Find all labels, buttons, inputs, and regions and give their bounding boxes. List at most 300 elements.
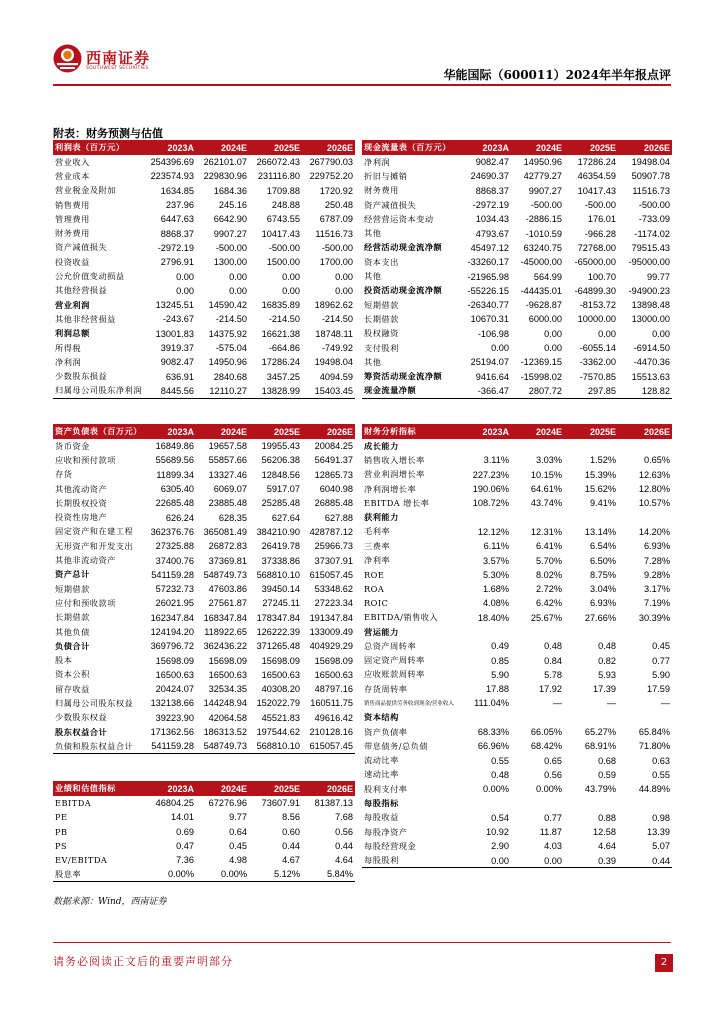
row-value: -4470.36 xyxy=(633,357,670,368)
row-value: 3.04% xyxy=(589,584,616,595)
table-row xyxy=(53,212,355,226)
row-label: 每股经营现金 xyxy=(364,840,417,851)
row-value: 9082.47 xyxy=(475,157,509,168)
row-value: 9416.64 xyxy=(475,371,509,382)
table-title: 现金流量表（百万元） xyxy=(362,140,458,155)
table-row xyxy=(362,468,672,482)
row-label: 净利润增长率 xyxy=(364,483,417,494)
row-value: 15.62% xyxy=(584,484,616,495)
row-value: 15698.09 xyxy=(155,655,194,666)
row-label: 销售费用 xyxy=(55,199,90,210)
table-row xyxy=(53,241,355,255)
row-value: 13828.99 xyxy=(249,384,302,398)
year-header: 2025E xyxy=(249,424,302,439)
section-title: 成长能力 xyxy=(364,440,399,451)
row-label: 负债和股东权益合计 xyxy=(53,739,143,753)
row-label: PB xyxy=(55,826,68,837)
disclaimer-text: 请务必阅读正文后的重要声明部分 xyxy=(53,955,233,968)
row-value: 8868.37 xyxy=(475,185,509,196)
row-label: 所得税 xyxy=(55,342,82,353)
row-value: 229752.20 xyxy=(309,171,353,182)
table-row xyxy=(362,854,672,868)
financial-ratios-table xyxy=(362,424,672,868)
table-row xyxy=(362,453,672,467)
row-label: 股息率 xyxy=(53,867,143,881)
row-value: 7.68 xyxy=(335,812,353,823)
table-row xyxy=(362,639,672,653)
table-row xyxy=(362,611,672,625)
row-value: 15698.09 xyxy=(261,655,300,666)
table-row xyxy=(362,327,672,341)
logo-mark-icon xyxy=(53,44,82,73)
row-value: 25.67% xyxy=(530,612,562,623)
row-label: 应收和预付款项 xyxy=(55,454,116,465)
table-row xyxy=(53,439,355,453)
row-label: 其他流动资产 xyxy=(55,483,108,494)
row-value: 27.66% xyxy=(584,612,616,623)
row-value: 19657.58 xyxy=(208,441,247,452)
row-value: 297.85 xyxy=(564,384,618,398)
appendix-title: 附表：财务预测与估值 xyxy=(53,127,163,140)
row-value: -214.50 xyxy=(321,314,353,325)
income-statement-table xyxy=(53,140,355,399)
table-row xyxy=(362,568,672,582)
row-value: 19955.43 xyxy=(261,441,300,452)
row-value: -2972.19 xyxy=(472,200,509,211)
table-row xyxy=(362,839,672,853)
row-value: 50907.78 xyxy=(631,171,670,182)
row-value: 5.90 xyxy=(491,669,509,680)
row-value: 160511.75 xyxy=(310,698,353,709)
row-value: 0.00 xyxy=(282,285,300,296)
row-value: 45521.83 xyxy=(261,712,300,723)
row-value: 6.93% xyxy=(589,598,616,609)
row-value: 55689.56 xyxy=(155,455,194,466)
row-value: 0.55 xyxy=(652,769,670,780)
table-row xyxy=(53,582,355,596)
row-value: 10417.43 xyxy=(577,185,616,196)
row-value: 0.55 xyxy=(491,755,509,766)
row-value: 190.06% xyxy=(472,484,509,495)
row-value: 362376.76 xyxy=(150,526,194,537)
row-value: -733.09 xyxy=(638,214,670,225)
row-value: 384210.90 xyxy=(256,526,300,537)
row-value: 4793.67 xyxy=(475,228,509,239)
table-row xyxy=(53,184,355,198)
row-value: 5.84% xyxy=(302,867,355,881)
table-row xyxy=(53,298,355,312)
row-value: 428787.12 xyxy=(309,526,353,537)
table-row xyxy=(53,468,355,482)
row-value: 11516.73 xyxy=(632,185,670,196)
row-value: 0.69 xyxy=(176,826,194,837)
section-row xyxy=(362,510,672,524)
row-label: EBITDA/销售收入 xyxy=(364,612,439,623)
table-row xyxy=(362,312,672,326)
row-label: 长期借款 xyxy=(364,313,399,324)
row-value: 245.16 xyxy=(218,200,247,211)
row-value: 17.59 xyxy=(647,684,670,695)
row-value: 11899.34 xyxy=(156,469,194,480)
row-label: 投资性房地产 xyxy=(55,512,108,523)
row-value: 12848.56 xyxy=(261,469,300,480)
row-label: 归属母公司股东权益 xyxy=(55,697,134,708)
row-value: -575.04 xyxy=(215,343,247,353)
row-label: 短期借款 xyxy=(55,583,90,594)
row-value: 568810.10 xyxy=(256,569,300,580)
row-value: 9907.27 xyxy=(528,185,562,196)
row-label: 其他 xyxy=(364,228,382,239)
row-value: 0.63 xyxy=(652,755,670,766)
row-label: 股利支付率 xyxy=(364,783,408,794)
table-row xyxy=(362,369,672,383)
row-value: 1034.43 xyxy=(475,214,509,225)
row-value: 168347.84 xyxy=(203,612,247,623)
row-value: 20424.07 xyxy=(155,684,194,695)
row-value: 250.48 xyxy=(324,200,353,211)
row-value: 4.03 xyxy=(544,841,562,852)
row-value: 365081.49 xyxy=(203,526,247,537)
table-row xyxy=(362,682,672,696)
year-header: 2024E xyxy=(196,781,249,796)
year-header: 2026E xyxy=(618,424,672,439)
row-value: 2807.72 xyxy=(511,384,564,398)
row-value: 16500.63 xyxy=(314,669,353,680)
row-label: 其他负债 xyxy=(55,626,90,637)
row-label: 无形资产和开发支出 xyxy=(55,540,134,551)
row-value: 210128.16 xyxy=(309,727,353,738)
year-header: 2024E xyxy=(511,140,564,155)
row-value: 6447.63 xyxy=(160,214,194,225)
row-value: 13327.46 xyxy=(208,469,247,480)
section-title: 营运能力 xyxy=(364,626,399,637)
row-value: 79515.43 xyxy=(631,242,670,253)
row-label: 长期股权投资 xyxy=(55,497,108,508)
table-row xyxy=(53,668,355,682)
row-value: 1.68% xyxy=(482,584,509,595)
row-value: 4094.59 xyxy=(319,371,353,382)
row-label: 营业成本 xyxy=(55,170,90,181)
row-value: -1010.59 xyxy=(525,228,562,239)
row-value: 43.74% xyxy=(530,498,562,509)
row-value: 68.91% xyxy=(584,741,616,752)
table-title: 资产负债表（百万元） xyxy=(53,424,143,439)
year-header: 2026E xyxy=(618,140,672,155)
row-value: -749.92 xyxy=(321,343,353,353)
row-value: 10000.00 xyxy=(577,314,616,325)
row-value: 0.48 xyxy=(598,641,616,652)
row-label: 财务费用 xyxy=(364,185,399,196)
row-value: -21965.98 xyxy=(467,271,509,282)
table-row xyxy=(53,810,355,824)
row-value: 0.00 xyxy=(335,271,353,282)
table-row xyxy=(362,212,672,226)
row-value: 152022.79 xyxy=(256,698,300,709)
row-value: 16500.63 xyxy=(208,669,247,680)
row-value: 0.60 xyxy=(282,826,300,837)
row-value: 108.72% xyxy=(472,498,509,509)
row-value: -6914.50 xyxy=(633,343,670,353)
row-value: 126222.39 xyxy=(256,627,300,637)
row-value: -3362.00 xyxy=(579,357,616,368)
row-value: 2.72% xyxy=(535,584,562,595)
row-value: 4.67 xyxy=(282,855,300,866)
row-value: 37338.86 xyxy=(261,555,300,566)
row-value: -33260.17 xyxy=(467,257,509,268)
row-value: -44435.01 xyxy=(520,285,562,296)
row-label: EV/EBITDA xyxy=(55,855,108,866)
row-value: 8.02% xyxy=(535,569,562,580)
row-value: 53348.62 xyxy=(314,584,353,595)
row-value: 267790.03 xyxy=(309,157,353,168)
row-value: 17286.24 xyxy=(261,357,300,368)
row-value: 0.00 xyxy=(458,854,511,868)
year-header: 2025E xyxy=(564,140,618,155)
table-row xyxy=(362,169,672,183)
valuation-table xyxy=(53,781,355,882)
row-value: 0.00 xyxy=(176,271,194,282)
row-value: 548749.73 xyxy=(196,739,249,753)
table-row xyxy=(362,355,672,369)
row-label: 筹资活动现金流净额 xyxy=(364,371,443,382)
row-value: 43.79% xyxy=(584,784,616,795)
row-value: 178347.84 xyxy=(256,612,300,623)
table-row xyxy=(53,796,355,810)
row-value: 1.52% xyxy=(589,455,616,466)
row-value: 615057.45 xyxy=(309,569,353,580)
row-value: 73607.91 xyxy=(261,798,300,809)
table-title: 财务分析指标 xyxy=(362,424,458,439)
row-value: 231116.80 xyxy=(257,171,300,182)
row-value: 10.15% xyxy=(530,469,562,480)
row-value: 49616.42 xyxy=(314,712,353,723)
table-row xyxy=(362,298,672,312)
row-value: -214.50 xyxy=(215,314,247,325)
row-value: 0.45 xyxy=(229,841,247,852)
row-value: 5.70% xyxy=(535,555,562,566)
row-value: 0.49 xyxy=(491,641,509,652)
table-row xyxy=(362,525,672,539)
table-row xyxy=(53,269,355,283)
table-row xyxy=(53,355,355,369)
row-value: 26872.83 xyxy=(208,541,247,552)
table-row xyxy=(53,553,355,567)
row-label: 固定资产周转率 xyxy=(364,655,425,666)
year-header: 2024E xyxy=(196,140,249,155)
row-value: 6.50% xyxy=(589,555,616,566)
row-value: 56206.38 xyxy=(261,455,300,466)
table-row xyxy=(53,453,355,467)
row-value: 100.70 xyxy=(587,271,616,282)
row-value: -500.00 xyxy=(215,242,247,253)
row-value: 25966.73 xyxy=(314,541,353,552)
row-value: 0.44 xyxy=(282,841,300,852)
row-label: 净利润 xyxy=(55,356,82,367)
row-label: 净利率 xyxy=(364,555,391,566)
year-header: 2023A xyxy=(458,140,511,155)
row-value: 14950.96 xyxy=(208,357,247,368)
row-value: 0.84 xyxy=(544,655,562,666)
row-value: 636.91 xyxy=(165,371,194,382)
row-value: 237.96 xyxy=(165,200,194,211)
row-value: -2972.19 xyxy=(157,242,194,253)
table-row xyxy=(53,853,355,867)
row-label: 营业收入 xyxy=(55,156,90,167)
table-row xyxy=(53,198,355,212)
row-value: -2886.15 xyxy=(525,214,562,225)
row-label: 其他 xyxy=(364,271,382,282)
row-value: 0.00 xyxy=(544,343,562,353)
row-value: 371265.48 xyxy=(256,641,300,652)
row-value: -8153.72 xyxy=(579,300,616,311)
row-label: ROA xyxy=(364,584,385,595)
row-label: 净利润 xyxy=(364,156,391,167)
row-value: 10.92 xyxy=(486,827,509,838)
row-label: 少数股东权益 xyxy=(55,712,108,723)
row-value: 0.56 xyxy=(335,826,353,837)
row-value: 0.00 xyxy=(229,271,247,282)
table-row xyxy=(362,811,672,825)
row-value: 0.00 xyxy=(511,854,564,868)
table-row xyxy=(53,226,355,240)
data-source-note: 数据来源：Wind，西南证券 xyxy=(53,897,167,907)
row-value: 12.31% xyxy=(530,526,562,537)
row-value: 55857.66 xyxy=(208,455,247,466)
table-row xyxy=(362,553,672,567)
row-value: 71.80% xyxy=(638,741,670,752)
row-value: 262101.07 xyxy=(203,157,247,168)
table-title: 业绩和估值指标 xyxy=(53,781,143,796)
row-label: 其他非经营损益 xyxy=(55,313,116,324)
row-value: 17.88 xyxy=(486,684,509,695)
row-value: 8445.56 xyxy=(143,384,196,398)
row-value: 0.54 xyxy=(491,812,509,823)
row-value: 24690.37 xyxy=(470,171,509,182)
table-row xyxy=(53,596,355,610)
row-value: -45000.00 xyxy=(520,257,562,268)
row-value: 0.88 xyxy=(598,812,616,823)
row-value: 1700.00 xyxy=(319,257,353,268)
row-value: 626.24 xyxy=(165,512,194,523)
row-value: 118922.65 xyxy=(204,627,247,637)
row-label: 公允价值变动损益 xyxy=(55,271,125,282)
row-label: 流动比率 xyxy=(364,755,399,766)
row-value: 0.85 xyxy=(491,655,509,666)
row-value: 18.40% xyxy=(477,612,509,623)
row-value: 362436.22 xyxy=(203,641,247,652)
row-value: 81387.13 xyxy=(314,798,353,809)
row-value: 4.98 xyxy=(229,855,247,866)
row-value: 0.77 xyxy=(652,655,670,666)
row-value: 46804.25 xyxy=(155,798,194,809)
row-value: -55226.15 xyxy=(467,285,509,296)
row-value: 10417.43 xyxy=(261,228,300,239)
row-value: 0.00 xyxy=(544,328,562,339)
row-label: 营业利润 xyxy=(55,299,90,310)
table-row xyxy=(53,867,355,881)
row-value: 128.82 xyxy=(618,384,672,398)
row-value: 5.12% xyxy=(249,867,302,881)
row-value: 11.87 xyxy=(539,827,562,838)
row-value: 0.77 xyxy=(544,812,562,823)
row-value: 6040.98 xyxy=(319,484,353,495)
row-value: 5.07 xyxy=(652,841,670,852)
row-value: 176.01 xyxy=(587,214,616,225)
row-value: 186313.52 xyxy=(203,727,247,738)
row-value: 56491.37 xyxy=(314,455,353,466)
table-row xyxy=(53,711,355,725)
row-label: 股权融资 xyxy=(364,328,399,339)
row-value: 5917.07 xyxy=(266,484,300,495)
table-header-row xyxy=(362,424,672,439)
row-label: EBITDA xyxy=(55,798,92,809)
row-value: 0.00 xyxy=(652,328,670,339)
row-value: 0.00% xyxy=(196,867,249,881)
row-label: PE xyxy=(55,812,68,823)
row-value: -95000.00 xyxy=(628,257,670,268)
row-value: 15.39% xyxy=(584,469,616,480)
row-value: 67276.96 xyxy=(208,798,247,809)
row-label: 负债合计 xyxy=(55,640,90,651)
table-row xyxy=(53,510,355,524)
row-value: 0.65% xyxy=(643,455,670,466)
row-value: 6305.40 xyxy=(160,484,194,495)
row-value: 16500.63 xyxy=(155,669,194,680)
row-value: -6055.14 xyxy=(579,343,616,353)
row-label: 每股股利 xyxy=(362,854,458,868)
table-row xyxy=(362,539,672,553)
row-value: 10.57% xyxy=(638,498,670,509)
row-value: -500.00 xyxy=(638,200,670,211)
row-value: 1634.85 xyxy=(160,185,194,196)
row-label: 营业利润增长率 xyxy=(364,469,425,480)
row-value: — xyxy=(660,698,670,709)
row-value: 0.56 xyxy=(544,769,562,780)
row-value: -106.98 xyxy=(477,328,509,339)
row-value: -243.67 xyxy=(162,314,194,325)
row-value: 568810.10 xyxy=(249,739,302,753)
row-label: 资产减值损失 xyxy=(364,199,417,210)
row-value: 16849.86 xyxy=(155,441,194,452)
row-value: -966.28 xyxy=(584,228,616,239)
section-title: 每股指标 xyxy=(364,798,399,809)
table-row xyxy=(362,482,672,496)
row-value: 13.39 xyxy=(647,827,670,838)
row-value: 42779.27 xyxy=(523,171,562,182)
row-value: 0.48 xyxy=(544,641,562,652)
row-value: 1720.92 xyxy=(319,185,353,196)
year-header: 2024E xyxy=(511,424,564,439)
row-label: 利润总额 xyxy=(55,328,90,339)
row-label: 资本支出 xyxy=(364,256,399,267)
row-label: 其他经营损益 xyxy=(55,285,108,296)
row-value: 9082.47 xyxy=(160,357,194,368)
table-row xyxy=(53,341,355,355)
row-value: 22685.48 xyxy=(155,498,194,509)
row-value: 6000.00 xyxy=(528,314,562,325)
table-row xyxy=(53,312,355,326)
table-header-row xyxy=(53,140,355,155)
table-row xyxy=(53,496,355,510)
row-value: 26885.48 xyxy=(314,498,353,509)
row-value: 0.48 xyxy=(491,769,509,780)
table-row xyxy=(53,739,355,753)
row-value: 10670.31 xyxy=(470,314,509,325)
row-value: 37400.76 xyxy=(155,555,194,566)
row-value: 12.63% xyxy=(638,469,670,480)
row-value: 0.00 xyxy=(335,285,353,296)
row-value: 17.39 xyxy=(593,684,616,695)
